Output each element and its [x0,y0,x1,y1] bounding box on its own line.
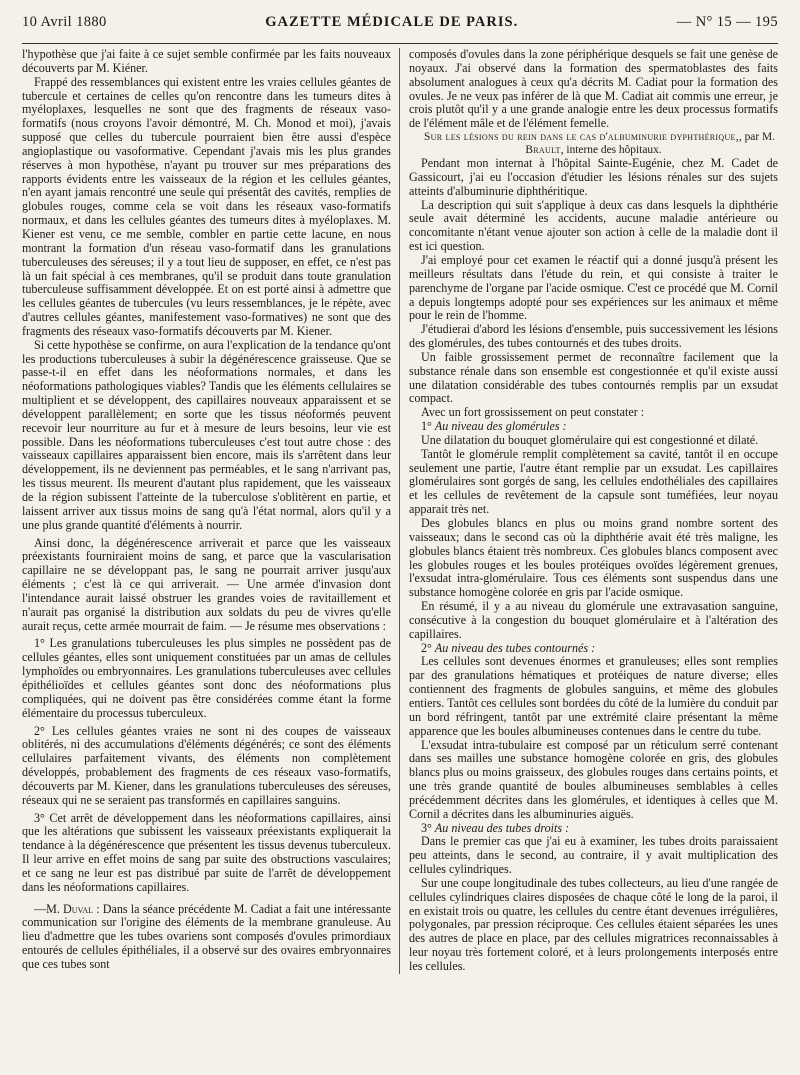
article-title [409,131,778,157]
subheading [409,642,778,656]
article-author: Brault [525,144,561,157]
paragraph: Ainsi donc, la dégénérescence arriverait et parce que les vaisseaux préexistants fourniraient moins de sang, et parce que la vascularisation capillaire ne se développant pas, le sang ne pourrait arriver jusqu'aux éléments ; c'est là ce qui arriverait. — Une armée d'invasion dont l'intendance aurait laissé obstruer les grandes voies de ravitaillement et n'aurait pas organisé la distribution aux soldats du peu de vivres qu'elle aurait reçus, cette armée mourrait de faim. — Je résume mes observations : [22,535,391,633]
paragraph: Une dilatation du bouquet glomérulaire qui est congestionné et dilaté. [421,432,759,447]
paragraph: J'étudierai d'abord les lésions d'ensemble, puis successivement les lésions des glomérules, des tubes contournés et des tubes droits. [409,322,778,351]
paragraph: 1° Les granulations tuberculeuses les plus simples ne possèdent pas de cellules géantes, elles sont uniquement constituées par un amas de cellules lymphoïdes ou embryonnaires. Les granulations tuberculeuses avec cellules épithélioïdes et cellules géantes sont donc des néoformations plus compliquées, qui ne doivent pas être considérées comme étant la forme élémentaire du processus tuberculeux. [22,636,391,720]
subheading-number: 2° [421,640,432,655]
header-date: 10 Avril 1880 [22,14,107,30]
right-column [400,48,778,974]
subheading [409,822,778,836]
header-title: GAZETTE MÉDICALE DE PARIS. [265,14,519,30]
paragraph: Pendant mon internat à l'hôpital Sainte-Eugénie, chez M. Cadet de Gassicourt, j'ai eu l'occasion d'étudier les lésions rénales sur des sujets atteints d'albuminurie diphthéritique. [409,156,778,198]
subheading-number: 3° [421,820,432,835]
article-title-text: Sur les lésions du rein dans le cas d'albuminurie dyphthérique, [424,131,739,144]
paragraph: 2° Les cellules géantes vraies ne sont ni des coupes de vaisseaux oblitérés, ni des accumulations d'éléments dégénérés; ce sont des éléments cellulaires parfaitement vivants, des éléments non complètement développés, probablement des fragments de ces réseaux vaso-formatifs, découverts par M. Kiener, dans les granulations tuberculeuses des séreuses, réseaux qui ne se seraient pas transformés en capillaires sanguins. [22,723,391,807]
page-header [22,14,778,44]
paragraph: Si cette hypothèse se confirme, on aura l'explication de la tendance qu'ont les productions tuberculeuses à subir la dégénérescence graisseuse. Que se passe-t-il en effet dans les néoformations normales, et dans les néoformations pathologiques viables? Tandis que les éléments cellulaires se multiplient et se développent, des capillaires nouveaux apparaissent et se développent parallèlement; en sorte que les tissus néoformés peuvent recevoir leur nourriture au fur et à mesure de leurs besoins, leur vie est possible. Dans les néoformations tuberculeuses c'est tout autre chose : des vaisseaux capillaires apparaissent bien encore, mais ils s'arrêtent dans leur développement, ils ne deviennent pas perméables, et le sang n'arrivant pas, les tissus meurent. Ils meurent d'autant plus rapidement, que les vaisseaux de la région subissent l'atteinte de la tuberculose s'oblitèrent en partie, et laissent arriver aux tissus moins de sang qu'à l'état normal, alors qu'il y a une plus grande quantité d'éléments à nourrir. [22,337,391,532]
subheading-number: 1° [421,419,432,434]
paragraph: Les cellules sont devenues énormes et granuleuses; elles sont remplies par des granulations hématiques et protéiques de nature diverse; elles contiennent des fragments de globules sanguins, et même des globules entiers. Tantôt ces cellules sont bordées du côté de la lumière du conduit par un bord réfringent, tantôt par une extrémité claire présentant la même apparence que les boules albumineuses contenues dans le centre du tube. [409,654,778,738]
article-title-by: , par M. [738,131,775,144]
paragraph: l'hypothèse que j'ai faite à ce sujet semble confirmée par les faits nouveaux découverts par M. Kiéner. [22,47,391,75]
paragraph: L'exsudat intra-tubulaire est composé par un réticulum serré contenant dans ses mailles une substance homogène colorée en gris, des globules blancs plus ou moins graisseux, des globules rouges dans certains points, et une très grande quantité de boules albumineuses semblables à celles précédemment décrites dans les glomérules, et identiques à celles que M. Cornil a décrites dans les albuminuries aiguës. [409,737,778,821]
paragraph: Sur une coupe longitudinale des tubes collecteurs, au lieu d'une rangée de cellules cylindriques claires disposées de chaque côté le long de la paroi, il en existait trois ou quatre, les cellules du centre étant devenues irrégulières, polygonales, par pression réciproque. Ces cellules étaient séparées les unes des autres de place en place, par des cellules migratrices reconnaissables à leur noyau très fortement coloré, et à leurs prolongements interposés entre les cellules. [409,875,778,973]
subheading-text: Au niveau des glomérules : [434,419,567,434]
subheading-text: Au niveau des tubes contournés : [434,640,596,655]
paragraph: J'ai employé pour cet examen le réactif qui a donné jusqu'à présent les meilleurs résultats dans l'étude du rein, et qui consiste à traiter le parenchyme de l'organe par l'acide osmique. C'est ce procédé que M. Cornil a depuis longtemps adopté pour ses expériences sur les animaux et même pour le rein de l'homme. [409,252,778,323]
paragraph-duval: —M. Duval : Dans la séance précédente M. Cadiat a fait une intéressante communication sur l'origine des éléments de la membrane granuleuse. Au lieu d'admettre que les tubes ovariens sont composés d'ovules primordiaux entourés de cellules épithéliales, il a observé sur des ovaires embryonnaires que ces tubes sont [22,901,391,971]
paragraph-text: : Dans la séance précédente M. Cadiat a fait une intéressante communication sur l'origine des éléments de la membrane granuleuse. Au lieu d'admettre que les tubes ovariens sont composés d'ovules primordiaux entourés de cellules épithéliales, il a observé sur des ovaires embryonnaires que ces tubes sont [22,901,391,971]
paragraph: La description qui suit s'applique à deux cas dans lesquels la diphthérie seule avait déterminé les accidents, aucune maladie antérieure ou concomitante n'étant venue ajouter son action à celle de la maladie dont il est ici question. [409,197,778,254]
paragraph: Frappé des ressemblances qui existent entre les vraies cellules géantes de tubercule et certaines de celles qu'on rencontre dans les tumeurs dites à myéloplaxes, lesquelles ne sont que des fragments de réseaux vaso-formatifs (nous croyons l'avoir démontré, M. Ch. Monod et moi), j'avais supposé que celles du tubercule pourraient bien être aussi d'espèce angioplastique ou vasoformative. Cependant j'avais mis les plus grandes réserves à mon hypothèse, n'ayant pu trouver sur mes préparations des rapports évidents entre les vaisseaux de la région et les cellules géantes, n'en ayant jamais rencontré une seule qui présentât des cavités, remplies de globules rouges, comme cela se voit dans les réseaux vaso-formatifs normaux, et dans les cellules géantes des tumeurs dites à myéloplaxes. M. Kiener est venu, ce me semble, combler en partie cette lacune, en nous montrant la formation d'un réseau vaso-formatif dans les granulations tuberculeuses des séreuses; il y a tout lieu de supposer, en effet, ce n'est pas là un fait spécial à ces membranes, qu'il se produit dans toute granulation tuberculeuse suffisamment développée. Et on est porté ainsi à admettre que les cellules géantes de tubercules (vu leurs ressemblances, je le répète, avec d'autres cellules géantes, manifestement vaso-formatives) ne sont que des fragments des réseaux vaso-formatifs découverts par M. Kiener. [22,74,391,338]
left-column [22,48,400,974]
paragraph: Tantôt le glomérule remplit complètement sa cavité, tantôt il en occupe seulement une partie, l'autre étant remplie par un exsudat. Les capillaires glomérulaires sont gorgés de sang, les cellules endothéliales des capillaires et les cellules de revêtement de la capsule sont tuméfiées, leur noyau apparait très net. [409,446,778,517]
paragraph: Dans le premier cas que j'ai eu à examiner, les tubes droits paraissaient peu atteints, dans le second, au contraire, il y avait multiplication des cellules cylindriques. [409,834,778,877]
paragraph: En résumé, il y a au niveau du glomérule une extravasation sanguine, consécutive à la congestion du bouquet glomérulaire et à l'altération des capillaires. [409,599,778,641]
paragraph: Avec un fort grossissement on peut constater : [421,405,645,420]
paragraph: Un faible grossissement permet de reconnaître facilement que la substance rénale dans son ensemble est congestionnée et qu'il existe aussi une dilatation considérable des tubes contournés remplis par un exsudat compact. [409,349,778,406]
header-issue: — N° 15 — 195 [676,14,778,30]
columns [22,48,778,974]
article-author-role: , interne des hôpitaux. [560,144,662,157]
paragraph: composés d'ovules dans la zone périphérique desquels se fait une genèse de noyaux. J'ai observé dans la formation des spermatoblastes des faits absolument analogues à ceux qu'a décrits M. Cadiat pour la formation des ovules. Je ne veux pas inférer de là que M. Cadiat ait commis une erreur, je crois plutôt qu'il y a une grande analogie entre les deux processus formatifs de l'élément mâle et de l'élément femelle. [409,47,778,131]
paragraph: 3° Cet arrêt de développement dans les néoformations capillaires, ainsi que les altérations que subissent les vaisseaux préexistants expliquerait la tendance à la dégénérescence que présentent les tissus devenus tuberculeux. Il leur arrive en effet moins de sang par suite des obstructions vasculaires; et ce sang ne leur est pas distribué par suite de l'arrêt de développement dans les néoformations capillaires. [22,810,391,894]
paragraph: Des globules blancs en plus ou moins grand nombre sortent des vaisseaux; dans le second cas où la diphthérie avait été très maligne, les globules blancs étaient très nombreux. Ces globules blancs composent avec les globules rouges et les boules protéiques ovoïdes légèrement grenues, l'exsudat intra-glomérulaire. Tous ces éléments sont suspendus dans une substance homogène colorée en gris par l'acide osmique. [409,516,778,600]
subheading [409,420,778,434]
subheading-text: Au niveau des tubes droits : [434,820,570,835]
speaker-name: M. Duval [46,901,93,916]
